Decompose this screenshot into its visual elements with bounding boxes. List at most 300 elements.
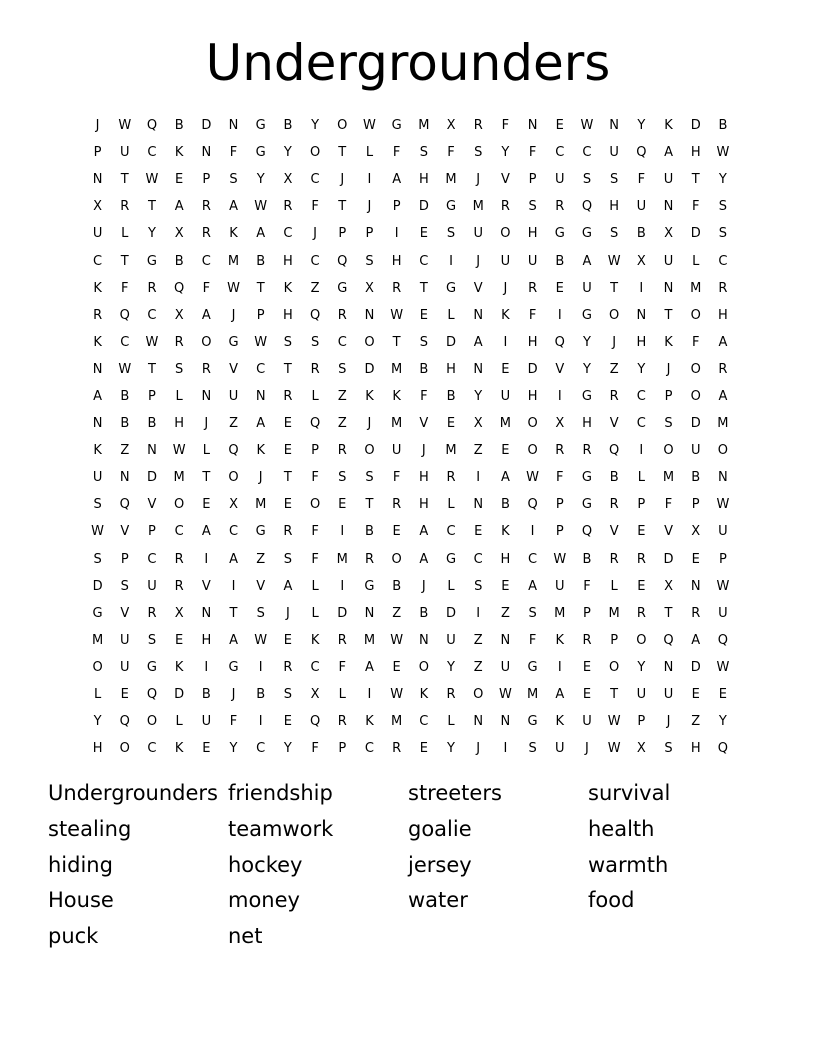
grid-letter[interactable]: E — [175, 172, 184, 188]
grid-letter[interactable]: H — [636, 334, 647, 350]
grid-letter[interactable]: R — [718, 280, 728, 296]
grid-letter[interactable]: T — [120, 253, 129, 269]
grid-letter[interactable]: N — [500, 632, 511, 648]
grid-letter[interactable]: E — [555, 280, 564, 296]
grid-letter[interactable]: R — [337, 714, 347, 730]
grid-letter[interactable]: G — [255, 145, 266, 161]
grid-letter[interactable]: G — [527, 714, 538, 730]
grid-letter[interactable]: N — [473, 361, 484, 377]
grid-letter[interactable]: S — [338, 361, 347, 377]
grid-letter[interactable]: H — [391, 253, 402, 269]
grid-letter[interactable]: W — [716, 578, 730, 594]
grid-letter[interactable]: X — [283, 172, 293, 188]
grid-letter[interactable]: O — [500, 226, 511, 242]
grid-letter[interactable]: Y — [718, 172, 727, 188]
grid-letter[interactable]: Y — [637, 361, 646, 377]
grid-letter[interactable]: D — [418, 199, 429, 215]
grid-letter[interactable]: N — [718, 470, 728, 486]
grid-letter[interactable]: Z — [310, 280, 320, 296]
grid-letter[interactable]: Q — [527, 497, 538, 513]
grid-letter[interactable]: A — [419, 524, 429, 540]
grid-letter[interactable]: F — [420, 388, 428, 404]
grid-letter[interactable]: J — [476, 253, 481, 269]
grid-letter[interactable]: C — [636, 416, 646, 432]
grid-letter[interactable]: B — [283, 118, 293, 134]
grid-letter[interactable]: P — [148, 388, 156, 404]
grid-letter[interactable]: C — [310, 659, 320, 675]
grid-letter[interactable]: W — [553, 551, 567, 567]
grid-letter[interactable]: N — [201, 605, 212, 621]
grid-letter[interactable]: O — [391, 551, 402, 567]
grid-letter[interactable]: I — [204, 551, 209, 567]
grid-letter[interactable]: X — [636, 741, 646, 757]
grid-letter[interactable]: Q — [228, 443, 239, 459]
grid-letter[interactable]: L — [692, 253, 700, 269]
grid-letter[interactable]: I — [639, 443, 644, 459]
grid-letter[interactable]: S — [229, 172, 238, 188]
grid-letter[interactable]: K — [93, 280, 102, 296]
grid-letter[interactable]: J — [476, 172, 481, 188]
grid-letter[interactable]: S — [474, 145, 483, 161]
grid-letter[interactable]: L — [311, 605, 319, 621]
grid-letter[interactable]: V — [500, 172, 510, 188]
grid-letter[interactable]: L — [610, 578, 618, 594]
grid-letter[interactable]: E — [419, 741, 428, 757]
grid-letter[interactable]: W — [118, 361, 132, 377]
grid-letter[interactable]: U — [663, 172, 674, 188]
grid-letter[interactable]: U — [446, 632, 456, 648]
grid-letter[interactable]: Q — [337, 253, 348, 269]
grid-letter[interactable]: U — [92, 226, 103, 242]
grid-letter[interactable]: L — [175, 714, 183, 730]
grid-letter[interactable]: A — [718, 334, 728, 350]
grid-letter[interactable]: O — [119, 741, 130, 757]
grid-letter[interactable]: R — [392, 497, 402, 513]
grid-letter[interactable]: M — [554, 605, 566, 621]
grid-letter[interactable]: R — [93, 307, 103, 323]
grid-letter[interactable]: D — [527, 361, 538, 377]
grid-letter[interactable]: J — [421, 578, 426, 594]
grid-letter[interactable]: I — [394, 226, 399, 242]
grid-letter[interactable]: W — [145, 334, 159, 350]
grid-letter[interactable]: W — [390, 307, 404, 323]
grid-letter[interactable]: A — [528, 578, 538, 594]
grid-letter[interactable]: X — [555, 416, 565, 432]
grid-letter[interactable]: D — [690, 659, 701, 675]
grid-letter[interactable]: Z — [473, 632, 483, 648]
grid-letter[interactable]: G — [581, 470, 592, 486]
grid-letter[interactable]: C — [446, 524, 456, 540]
grid-letter[interactable]: T — [365, 497, 374, 513]
grid-letter[interactable]: U — [527, 253, 538, 269]
grid-letter[interactable]: J — [666, 714, 671, 730]
grid-letter[interactable]: L — [447, 714, 455, 730]
grid-letter[interactable]: G — [445, 280, 457, 296]
grid-letter[interactable]: I — [449, 253, 453, 269]
grid-letter[interactable]: N — [364, 605, 375, 621]
grid-letter[interactable]: R — [636, 605, 646, 621]
grid-letter[interactable]: N — [663, 199, 674, 215]
grid-letter[interactable]: R — [392, 741, 402, 757]
grid-letter[interactable]: H — [527, 334, 538, 350]
grid-letter[interactable]: T — [229, 605, 238, 621]
grid-letter[interactable]: P — [93, 145, 102, 161]
grid-letter[interactable]: G — [228, 334, 239, 350]
grid-letter[interactable]: E — [283, 443, 293, 459]
grid-letter[interactable]: A — [664, 145, 673, 161]
grid-letter[interactable]: R — [283, 659, 293, 675]
grid-letter[interactable]: N — [473, 714, 484, 730]
grid-letter[interactable]: X — [310, 687, 320, 703]
grid-letter[interactable]: G — [391, 118, 402, 134]
grid-letter[interactable]: R — [446, 687, 456, 703]
grid-letter[interactable]: E — [419, 226, 428, 242]
grid-letter[interactable]: I — [367, 687, 372, 703]
grid-letter[interactable]: O — [364, 443, 375, 459]
grid-letter[interactable]: J — [666, 361, 671, 377]
grid-letter[interactable]: T — [147, 199, 156, 215]
grid-letter[interactable]: W — [390, 632, 404, 648]
grid-letter[interactable]: N — [201, 145, 212, 161]
grid-letter[interactable]: G — [527, 659, 538, 675]
grid-letter[interactable]: O — [337, 118, 348, 134]
grid-letter[interactable]: A — [229, 632, 238, 648]
grid-letter[interactable]: A — [229, 551, 238, 567]
grid-letter[interactable]: U — [555, 172, 565, 188]
grid-letter[interactable]: V — [419, 416, 429, 432]
grid-letter[interactable]: U — [147, 578, 157, 594]
grid-letter[interactable]: O — [690, 361, 701, 377]
grid-letter[interactable]: Q — [309, 307, 321, 323]
grid-letter[interactable]: N — [636, 307, 647, 323]
grid-letter[interactable]: S — [718, 199, 728, 215]
grid-letter[interactable]: P — [610, 632, 619, 648]
grid-letter[interactable]: U — [391, 443, 402, 459]
grid-letter[interactable]: U — [120, 659, 130, 675]
grid-letter[interactable]: D — [690, 416, 701, 432]
grid-letter[interactable]: R — [174, 578, 184, 594]
grid-letter[interactable]: E — [555, 118, 564, 134]
grid-letter[interactable]: V — [229, 361, 238, 377]
grid-letter[interactable]: E — [392, 524, 401, 540]
grid-letter[interactable]: E — [283, 416, 293, 432]
grid-letter[interactable]: F — [528, 632, 537, 648]
grid-letter[interactable]: I — [340, 524, 345, 540]
grid-letter[interactable]: E — [582, 659, 592, 675]
grid-letter[interactable]: W — [227, 280, 240, 296]
grid-letter[interactable]: Q — [309, 714, 321, 730]
grid-letter[interactable]: E — [474, 524, 483, 540]
grid-letter[interactable]: T — [392, 334, 401, 350]
grid-letter[interactable]: U — [636, 199, 647, 215]
grid-letter[interactable]: R — [500, 199, 510, 215]
grid-letter[interactable]: F — [637, 172, 646, 188]
grid-letter[interactable]: W — [254, 632, 268, 648]
grid-letter[interactable]: Q — [636, 145, 647, 161]
grid-letter[interactable]: Y — [283, 145, 292, 161]
grid-letter[interactable]: U — [473, 226, 483, 242]
grid-letter[interactable]: J — [204, 416, 209, 432]
grid-letter[interactable]: Y — [582, 361, 591, 377]
grid-letter[interactable]: P — [718, 551, 727, 567]
grid-letter[interactable]: W — [580, 118, 594, 134]
grid-letter[interactable]: G — [146, 253, 157, 269]
grid-letter[interactable]: E — [501, 361, 510, 377]
grid-letter[interactable]: S — [474, 578, 483, 594]
grid-letter[interactable]: C — [147, 741, 157, 757]
grid-letter[interactable]: C — [337, 334, 347, 350]
grid-letter[interactable]: X — [365, 280, 374, 296]
grid-letter[interactable]: T — [256, 280, 265, 296]
grid-letter[interactable]: U — [718, 524, 728, 540]
grid-letter[interactable]: O — [473, 687, 484, 703]
grid-letter[interactable]: B — [147, 416, 157, 432]
grid-letter[interactable]: I — [367, 172, 372, 188]
grid-letter[interactable]: R — [555, 199, 565, 215]
grid-letter[interactable]: R — [582, 443, 592, 459]
grid-letter[interactable]: R — [337, 632, 347, 648]
grid-letter[interactable]: F — [528, 145, 537, 161]
grid-letter[interactable]: C — [718, 253, 728, 269]
grid-letter[interactable]: W — [498, 687, 512, 703]
grid-letter[interactable]: O — [609, 307, 620, 323]
grid-letter[interactable]: R — [528, 280, 538, 296]
grid-letter[interactable]: R — [174, 551, 184, 567]
grid-letter[interactable]: Y — [229, 741, 238, 757]
grid-letter[interactable]: G — [146, 659, 157, 675]
grid-letter[interactable]: P — [555, 524, 564, 540]
grid-letter[interactable]: A — [419, 551, 429, 567]
grid-letter[interactable]: R — [609, 388, 619, 404]
grid-letter[interactable]: L — [121, 226, 129, 242]
grid-letter[interactable]: E — [691, 687, 700, 703]
grid-letter[interactable]: B — [500, 497, 510, 513]
grid-letter[interactable]: M — [662, 470, 675, 486]
grid-letter[interactable]: H — [527, 226, 538, 242]
grid-letter[interactable]: B — [419, 361, 429, 377]
grid-letter[interactable]: E — [338, 497, 347, 513]
grid-letter[interactable]: G — [255, 524, 266, 540]
grid-letter[interactable]: F — [528, 307, 537, 323]
grid-letter[interactable]: I — [530, 524, 535, 540]
grid-letter[interactable]: O — [527, 443, 538, 459]
grid-letter[interactable]: Z — [256, 551, 266, 567]
grid-letter[interactable]: S — [310, 334, 320, 350]
grid-letter[interactable]: R — [691, 605, 701, 621]
grid-letter[interactable]: U — [228, 388, 239, 404]
grid-letter[interactable]: Q — [717, 632, 729, 648]
grid-letter[interactable]: S — [365, 253, 374, 269]
grid-letter[interactable]: L — [447, 578, 455, 594]
grid-letter[interactable]: E — [175, 632, 184, 648]
grid-letter[interactable]: V — [256, 578, 266, 594]
grid-letter[interactable]: P — [338, 226, 347, 242]
grid-letter[interactable]: X — [229, 497, 238, 513]
grid-letter[interactable]: P — [664, 388, 673, 404]
grid-letter[interactable]: R — [283, 524, 293, 540]
grid-letter[interactable]: K — [174, 659, 184, 675]
grid-letter[interactable]: Q — [119, 714, 130, 730]
grid-letter[interactable]: G — [581, 388, 592, 404]
grid-letter[interactable]: D — [690, 118, 701, 134]
grid-letter[interactable]: C — [473, 551, 483, 567]
grid-letter[interactable]: V — [664, 524, 673, 540]
grid-letter[interactable]: U — [582, 714, 592, 730]
grid-letter[interactable]: C — [310, 172, 320, 188]
grid-letter[interactable]: Q — [146, 687, 158, 703]
grid-letter[interactable]: T — [147, 361, 156, 377]
grid-letter[interactable]: C — [147, 551, 157, 567]
grid-letter[interactable]: X — [664, 578, 673, 594]
grid-letter[interactable]: N — [119, 470, 130, 486]
grid-letter[interactable]: W — [145, 172, 159, 188]
grid-letter[interactable]: R — [174, 334, 184, 350]
grid-letter[interactable]: A — [283, 578, 293, 594]
grid-letter[interactable]: H — [527, 388, 538, 404]
grid-letter[interactable]: D — [337, 605, 348, 621]
grid-letter[interactable]: O — [690, 307, 701, 323]
grid-letter[interactable]: L — [338, 687, 346, 703]
grid-letter[interactable]: E — [202, 741, 211, 757]
grid-letter[interactable]: R — [337, 307, 347, 323]
grid-letter[interactable]: G — [92, 605, 103, 621]
grid-letter[interactable]: N — [228, 118, 239, 134]
grid-letter[interactable]: T — [202, 470, 211, 486]
grid-letter[interactable]: G — [581, 226, 592, 242]
grid-letter[interactable]: S — [664, 416, 673, 432]
grid-letter[interactable]: O — [636, 632, 647, 648]
grid-letter[interactable]: Y — [474, 388, 483, 404]
grid-letter[interactable]: K — [501, 524, 510, 540]
grid-letter[interactable]: G — [445, 551, 457, 567]
grid-letter[interactable]: M — [391, 416, 403, 432]
grid-letter[interactable]: F — [583, 578, 591, 594]
grid-letter[interactable]: R — [582, 632, 592, 648]
grid-letter[interactable]: T — [664, 605, 673, 621]
grid-letter[interactable]: S — [283, 687, 293, 703]
grid-letter[interactable]: A — [473, 334, 483, 350]
grid-letter[interactable]: V — [555, 361, 565, 377]
grid-letter[interactable]: O — [527, 416, 538, 432]
grid-letter[interactable]: M — [227, 253, 240, 269]
grid-letter[interactable]: L — [202, 443, 210, 459]
grid-letter[interactable]: S — [528, 741, 537, 757]
grid-letter[interactable]: R — [120, 199, 130, 215]
grid-letter[interactable]: M — [255, 497, 267, 513]
grid-letter[interactable]: Z — [337, 388, 347, 404]
grid-letter[interactable]: U — [663, 253, 674, 269]
grid-letter[interactable]: X — [174, 307, 184, 323]
grid-letter[interactable]: U — [92, 470, 103, 486]
grid-letter[interactable]: X — [473, 416, 483, 432]
grid-letter[interactable]: I — [503, 334, 508, 350]
grid-letter[interactable]: G — [228, 659, 239, 675]
grid-letter[interactable]: S — [120, 578, 129, 594]
grid-letter[interactable]: R — [147, 605, 157, 621]
grid-letter[interactable]: X — [174, 226, 184, 242]
grid-letter[interactable]: F — [691, 199, 700, 215]
grid-letter[interactable]: S — [528, 199, 537, 215]
grid-letter[interactable]: R — [555, 443, 565, 459]
grid-letter[interactable]: S — [582, 172, 592, 188]
grid-letter[interactable]: G — [581, 307, 592, 323]
grid-letter[interactable]: D — [146, 470, 157, 486]
grid-letter[interactable]: X — [636, 253, 646, 269]
grid-letter[interactable]: E — [637, 578, 646, 594]
grid-letter[interactable]: F — [556, 470, 564, 486]
grid-letter[interactable]: F — [392, 470, 401, 486]
grid-letter[interactable]: Y — [582, 334, 591, 350]
grid-letter[interactable]: K — [174, 145, 184, 161]
grid-letter[interactable]: R — [392, 280, 402, 296]
grid-letter[interactable]: B — [718, 118, 728, 134]
grid-letter[interactable]: Q — [309, 416, 321, 432]
grid-letter[interactable]: L — [311, 578, 319, 594]
grid-letter[interactable]: V — [120, 605, 130, 621]
grid-letter[interactable]: C — [636, 388, 646, 404]
grid-letter[interactable]: K — [365, 388, 374, 404]
grid-letter[interactable]: L — [311, 388, 319, 404]
grid-letter[interactable]: E — [120, 687, 129, 703]
grid-letter[interactable]: E — [691, 551, 700, 567]
grid-letter[interactable]: H — [174, 416, 185, 432]
grid-letter[interactable]: C — [147, 307, 157, 323]
grid-letter[interactable]: L — [175, 388, 183, 404]
grid-letter[interactable]: J — [612, 334, 617, 350]
grid-letter[interactable]: S — [256, 605, 265, 621]
grid-letter[interactable]: I — [503, 741, 508, 757]
grid-letter[interactable]: K — [664, 334, 673, 350]
grid-letter[interactable]: M — [363, 632, 376, 648]
grid-letter[interactable]: J — [313, 226, 318, 242]
grid-letter[interactable]: C — [256, 361, 266, 377]
grid-letter[interactable]: N — [92, 172, 103, 188]
grid-letter[interactable]: G — [337, 280, 348, 296]
grid-letter[interactable]: R — [201, 199, 211, 215]
grid-letter[interactable]: Z — [337, 416, 347, 432]
grid-letter[interactable]: R — [201, 226, 211, 242]
grid-letter[interactable]: Q — [717, 741, 729, 757]
grid-letter[interactable]: K — [283, 280, 293, 296]
grid-letter[interactable]: P — [148, 524, 156, 540]
grid-letter[interactable]: R — [201, 361, 211, 377]
grid-letter[interactable]: B — [582, 551, 592, 567]
grid-letter[interactable]: L — [637, 470, 645, 486]
grid-letter[interactable]: Q — [663, 632, 674, 648]
grid-letter[interactable]: U — [718, 605, 728, 621]
grid-letter[interactable]: F — [447, 145, 455, 161]
grid-letter[interactable]: X — [93, 199, 103, 215]
grid-letter[interactable]: Y — [501, 145, 510, 161]
grid-letter[interactable]: C — [228, 524, 239, 540]
grid-letter[interactable]: C — [555, 145, 565, 161]
grid-letter[interactable]: V — [147, 497, 157, 513]
grid-letter[interactable]: P — [392, 199, 401, 215]
grid-letter[interactable]: C — [93, 253, 103, 269]
grid-letter[interactable]: J — [585, 741, 589, 757]
grid-letter[interactable]: E — [582, 687, 592, 703]
grid-letter[interactable]: P — [555, 497, 564, 513]
grid-letter[interactable]: M — [608, 605, 620, 621]
grid-letter[interactable]: M — [445, 172, 457, 188]
grid-letter[interactable]: A — [256, 226, 266, 242]
grid-letter[interactable]: G — [554, 226, 565, 242]
grid-letter[interactable]: C — [174, 524, 184, 540]
grid-letter[interactable]: P — [311, 443, 320, 459]
grid-letter[interactable]: X — [664, 226, 673, 242]
grid-letter[interactable]: B — [256, 687, 266, 703]
grid-letter[interactable]: B — [120, 416, 130, 432]
